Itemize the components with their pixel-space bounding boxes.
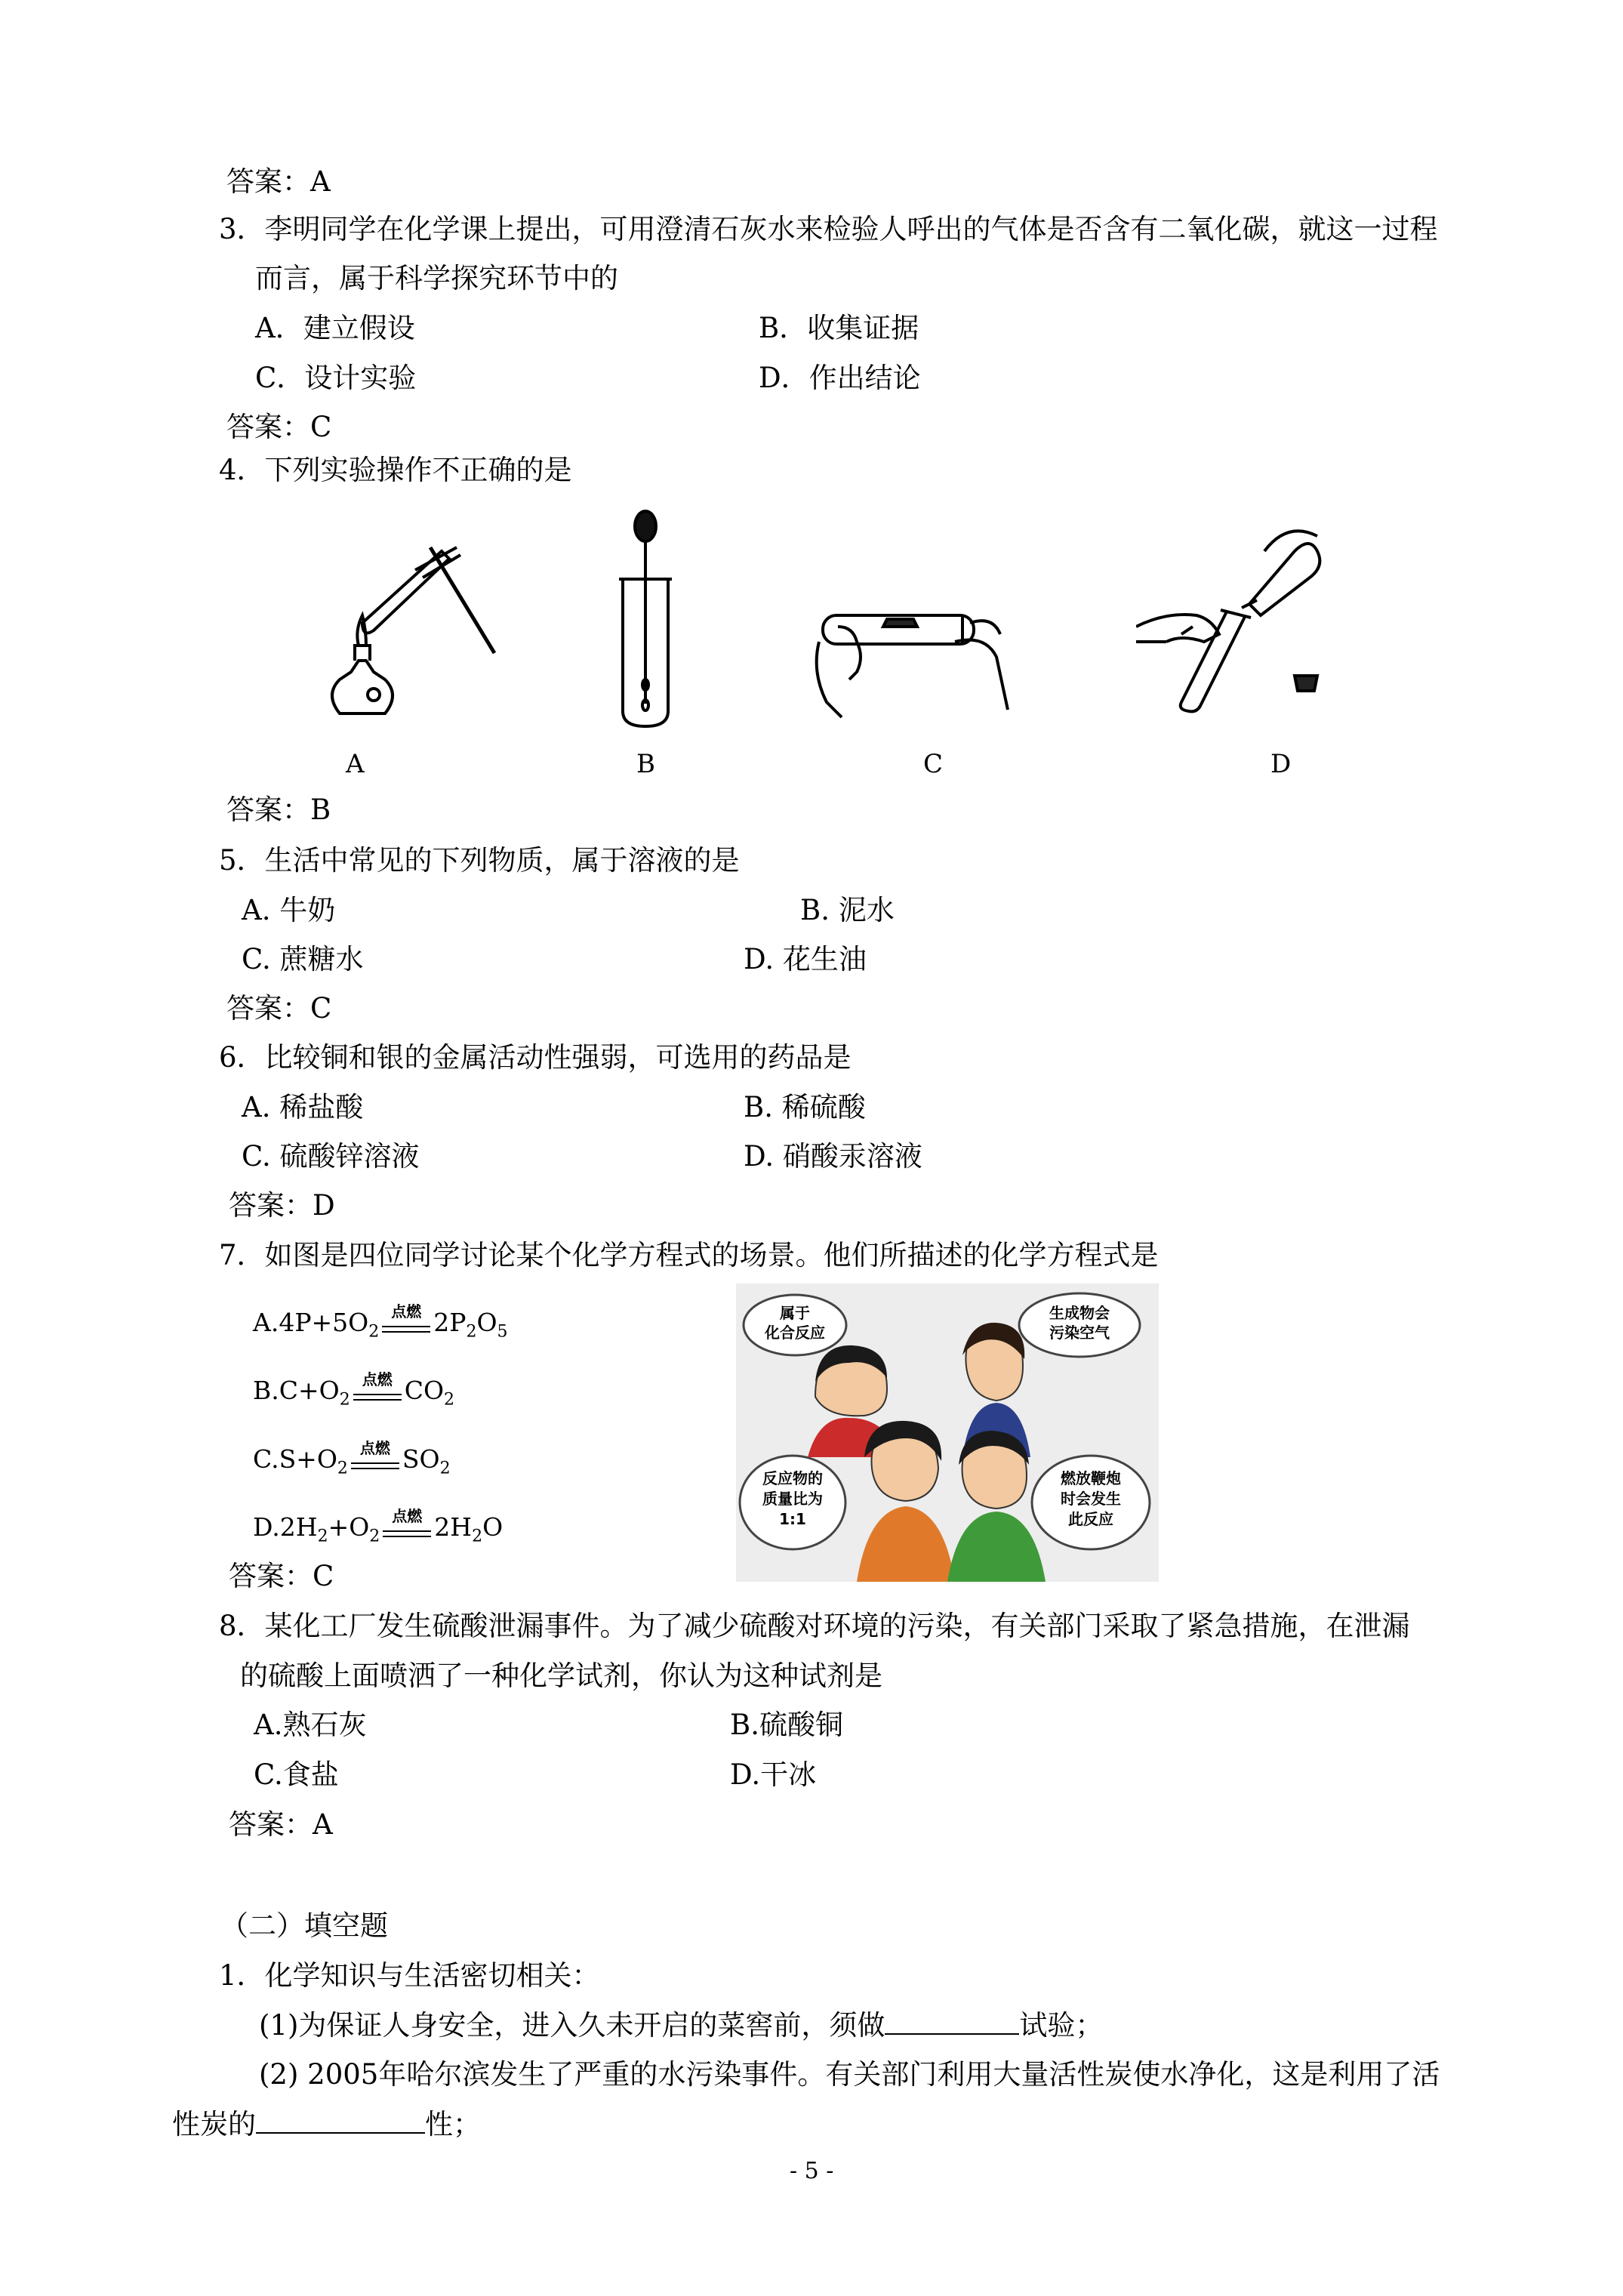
students-discussion-cartoon-image: [736, 1284, 1159, 1582]
answer-q5: 答案：C: [226, 992, 332, 1025]
q4-stem: 4．下列实验操作不正确的是: [219, 454, 572, 486]
q3-option-a: A．建立假设: [255, 312, 415, 344]
bubble-bl-line3: 1:1: [779, 1510, 806, 1528]
bubble-tl-line2: 化合反应: [765, 1324, 825, 1342]
q8-stem-line2: 的硫酸上面喷洒了一种化学试剂，你认为这种试剂是: [240, 1660, 882, 1692]
fill-q1-sub1: (1)为保证人身安全，进入久未开启的菜窖前，须做 试验；: [259, 2009, 1104, 2042]
answer-q3: 答案：C: [226, 411, 332, 443]
answer-q4: 答案：B: [226, 794, 331, 826]
bubble-tl-line1: 属于: [780, 1304, 810, 1322]
fill-q1-stem: 1．化学知识与生活密切相关：: [219, 1959, 600, 1992]
q8-option-a: A.熟石灰: [254, 1709, 367, 1741]
q3-option-b: B．收集证据: [759, 312, 919, 344]
q7-equation-c: $C.S+O_2$ 点燃 $SO_2$: [253, 1439, 451, 1478]
q3-stem-line2: 而言，属于科学探究环节中的: [255, 262, 618, 294]
q4-label-b: B: [636, 749, 655, 779]
q8-option-d: D.干冰: [730, 1758, 817, 1791]
page-number: - 5 -: [790, 2158, 834, 2184]
ignite-equals-sign: 点燃: [379, 1309, 433, 1339]
q4-label-a: A: [346, 749, 365, 779]
q8-option-c: C.食盐: [254, 1758, 339, 1791]
section-fill-in-title: （二）填空题: [220, 1909, 388, 1942]
q6-option-c: C. 硫酸锌溶液: [242, 1140, 420, 1173]
q5-option-a: A. 牛奶: [242, 894, 336, 926]
answer-q8: 答案：A: [229, 1808, 333, 1841]
bubble-br-line1: 燃放鞭炮: [1061, 1469, 1121, 1487]
q6-option-b: B. 稀硫酸: [744, 1091, 866, 1123]
q6-option-a: A. 稀盐酸: [242, 1091, 364, 1123]
ignite-equals-sign: 点燃: [348, 1446, 402, 1476]
bubble-bl-line1: 反应物的: [762, 1469, 823, 1487]
fill-blank-2[interactable]: [256, 2106, 425, 2134]
bubble-tr-line2: 污染空气: [1049, 1324, 1110, 1342]
bubble-tr-line1: 生成物会: [1049, 1304, 1110, 1322]
fill-blank-1[interactable]: [885, 2008, 1019, 2035]
ignite-equals-sign: 点燃: [350, 1377, 405, 1407]
fill-q1-sub2-line2: 性炭的 性；: [172, 2108, 481, 2140]
fill-q1-sub2-line1: (2) 2005年哈尔滨发生了严重的水污染事件。有关部门利用大量活性炭使水净化，这是利用了活: [259, 2058, 1440, 2091]
answer-q6: 答案：D: [229, 1189, 335, 1222]
bubble-br-line3: 此反应: [1068, 1510, 1113, 1528]
q7-equation-d: $D.2H_2+O_2$ 点燃 $2H_2O$: [253, 1507, 504, 1546]
bubble-br-line2: 时会发生: [1061, 1490, 1121, 1508]
apparatus-d-pouring-liquid-image: [1136, 521, 1329, 717]
q5-option-b: B. 泥水: [800, 894, 895, 926]
answer-q7: 答案：C: [229, 1560, 334, 1592]
apparatus-b-test-tube-image: [611, 507, 679, 734]
q3-option-c: C．设计实验: [255, 362, 417, 394]
ignite-equals-sign: 点燃: [380, 1514, 434, 1544]
q8-stem-line1: 8．某化工厂发生硫酸泄漏事件。为了减少硫酸对环境的污染，有关部门采取了紧急措施，在泄漏: [219, 1610, 1410, 1642]
q5-option-c: C. 蔗糖水: [242, 943, 364, 975]
q8-option-b: B.硫酸铜: [730, 1709, 843, 1741]
q4-label-c: C: [923, 749, 944, 779]
answer-q2: 答案：A: [226, 165, 331, 198]
apparatus-c-shaking-tube-image: [812, 596, 1015, 725]
q3-stem-line1: 3．李明同学在化学课上提出，可用澄清石灰水来检验人呼出的气体是否含有二氧化碳，就这一过程: [219, 213, 1438, 245]
apparatus-a-heating-tube-image: [310, 532, 513, 736]
q6-stem: 6．比较铜和银的金属活动性强弱，可选用的药品是: [219, 1041, 852, 1074]
q5-stem: 5．生活中常见的下列物质，属于溶液的是: [219, 844, 740, 877]
q7-stem: 7．如图是四位同学讨论某个化学方程式的场景。他们所描述的化学方程式是: [219, 1239, 1159, 1271]
q6-option-d: D. 硝酸汞溶液: [744, 1140, 922, 1173]
q7-equation-b: $B.C+O_2$ 点燃 $CO_2$: [253, 1370, 455, 1410]
q4-label-d: D: [1270, 749, 1292, 779]
q5-option-d: D. 花生油: [744, 943, 867, 975]
bubble-bl-line2: 质量比为: [762, 1490, 823, 1508]
q7-equation-a: $A.4P+5O_2$ 点燃 $2P_2O_5$: [253, 1302, 508, 1342]
q3-option-d: D．作出结论: [759, 362, 921, 394]
